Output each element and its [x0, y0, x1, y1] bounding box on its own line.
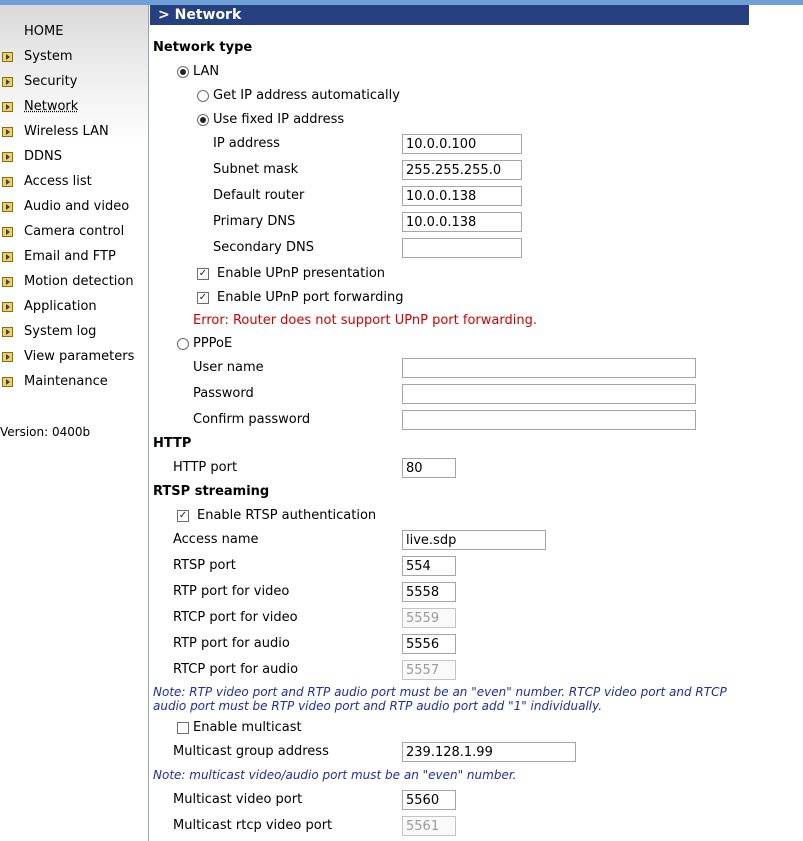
arrow-icon	[2, 327, 13, 337]
multicast-group-input[interactable]	[402, 742, 576, 762]
subnet-mask-input[interactable]	[402, 160, 522, 180]
arrow-icon	[2, 277, 13, 287]
sidebar-item-label: Camera control	[24, 224, 125, 239]
page-title: > Network	[150, 5, 749, 25]
arrow-icon	[2, 177, 13, 187]
fixed-ip-radio[interactable]	[197, 114, 209, 126]
subnet-mask-label: Subnet mask	[213, 162, 299, 177]
arrow-icon	[2, 352, 13, 362]
section-title-network-type: Network type	[153, 40, 253, 55]
auto-ip-radio[interactable]	[197, 90, 209, 102]
default-router-label: Default router	[213, 188, 305, 203]
primary-dns-label: Primary DNS	[213, 214, 296, 229]
pppoe-label: PPPoE	[193, 336, 233, 351]
pppoe-radio[interactable]	[177, 338, 189, 350]
rtp-video-port-label: RTP port for video	[173, 584, 290, 599]
http-port-label: HTTP port	[173, 460, 238, 475]
arrow-icon	[2, 77, 13, 87]
multicast-video-port-label: Multicast video port	[173, 792, 303, 807]
sidebar-item-label: Application	[24, 299, 97, 314]
default-router-input[interactable]	[402, 186, 522, 206]
section-title-rtsp: RTSP streaming	[153, 484, 270, 499]
sidebar-item-label: Wireless LAN	[24, 124, 109, 139]
multicast-rtcp-port-input	[402, 816, 456, 836]
sidebar-item-label: View parameters	[24, 349, 135, 364]
sidebar-item-label: System log	[24, 324, 97, 339]
rtcp-video-port-label: RTCP port for video	[173, 610, 298, 625]
arrow-icon	[2, 202, 13, 212]
rtsp-auth-label: Enable RTSP authentication	[197, 508, 377, 523]
rtp-video-port-input[interactable]	[402, 582, 456, 602]
password-label: Password	[193, 386, 254, 401]
arrow-icon	[2, 377, 13, 387]
arrow-icon	[2, 102, 13, 112]
section-title-http: HTTP	[153, 436, 192, 451]
version-label: Version: 0400b	[0, 425, 91, 439]
upnp-error-message: Error: Router does not support UPnP port forwarding.	[193, 313, 537, 328]
rtcp-audio-port-input	[402, 660, 456, 680]
primary-dns-input[interactable]	[402, 212, 522, 232]
sidebar-item-label: Motion detection	[24, 274, 134, 289]
fixed-ip-label: Use fixed IP address	[213, 112, 345, 127]
access-name-input[interactable]	[402, 530, 546, 550]
confirm-password-input[interactable]	[402, 410, 696, 430]
upnp-forwarding-label: Enable UPnP port forwarding	[217, 290, 404, 305]
sidebar-item-label: Audio and video	[24, 199, 130, 214]
rtsp-port-label: RTSP port	[173, 558, 236, 573]
ip-address-input[interactable]	[402, 134, 522, 154]
lan-radio[interactable]	[177, 66, 189, 78]
sidebar-item-label: Email and FTP	[24, 249, 116, 264]
confirm-password-label: Confirm password	[193, 412, 311, 427]
rtcp-audio-port-label: RTCP port for audio	[173, 662, 299, 677]
sidebar-item-label: Access list	[24, 174, 92, 189]
multicast-video-port-input[interactable]	[402, 790, 456, 810]
rtsp-auth-checkbox[interactable]: ✓	[178, 510, 188, 521]
upnp-forwarding-checkbox[interactable]: ✓	[198, 292, 208, 303]
upnp-presentation-checkbox[interactable]: ✓	[198, 268, 208, 279]
rtp-audio-port-label: RTP port for audio	[173, 636, 290, 651]
username-label: User name	[193, 360, 264, 375]
sidebar-item-label: HOME	[24, 24, 64, 39]
sidebar	[0, 5, 149, 841]
sidebar-item-label: Security	[24, 74, 78, 89]
multicast-note: Note: multicast video/audio port must be an "even" number.	[153, 768, 517, 782]
arrow-icon	[2, 152, 13, 162]
arrow-icon	[2, 252, 13, 262]
auto-ip-label: Get IP address automatically	[213, 88, 400, 103]
lan-label: LAN	[193, 64, 220, 79]
ip-address-label: IP address	[213, 136, 280, 151]
upnp-presentation-label: Enable UPnP presentation	[217, 266, 386, 281]
secondary-dns-label: Secondary DNS	[213, 240, 314, 255]
sidebar-item-label: System	[24, 49, 73, 64]
multicast-checkbox[interactable]	[177, 722, 189, 734]
sidebar-item-label: Network	[24, 99, 79, 114]
password-input[interactable]	[402, 384, 696, 404]
arrow-icon	[2, 227, 13, 237]
arrow-icon	[2, 52, 13, 62]
arrow-icon	[2, 127, 13, 137]
multicast-group-label: Multicast group address	[173, 744, 329, 759]
sidebar-item-label: DDNS	[24, 149, 62, 164]
rtcp-video-port-input	[402, 608, 456, 628]
rtsp-port-input[interactable]	[402, 556, 456, 576]
http-port-input[interactable]	[402, 458, 456, 478]
arrow-icon	[2, 302, 13, 312]
access-name-label: Access name	[173, 532, 259, 547]
multicast-rtcp-port-label: Multicast rtcp video port	[173, 818, 333, 833]
multicast-label: Enable multicast	[193, 720, 302, 735]
sidebar-item-label: Maintenance	[24, 374, 108, 389]
username-input[interactable]	[402, 358, 696, 378]
rtp-port-note: Note: RTP video port and RTP audio port must be an "even" number. RTCP video port and RTCP audio port must be RTP video port and RTP audio port add "1" individually.	[153, 685, 727, 713]
rtp-audio-port-input[interactable]	[402, 634, 456, 654]
secondary-dns-input[interactable]	[402, 238, 522, 258]
